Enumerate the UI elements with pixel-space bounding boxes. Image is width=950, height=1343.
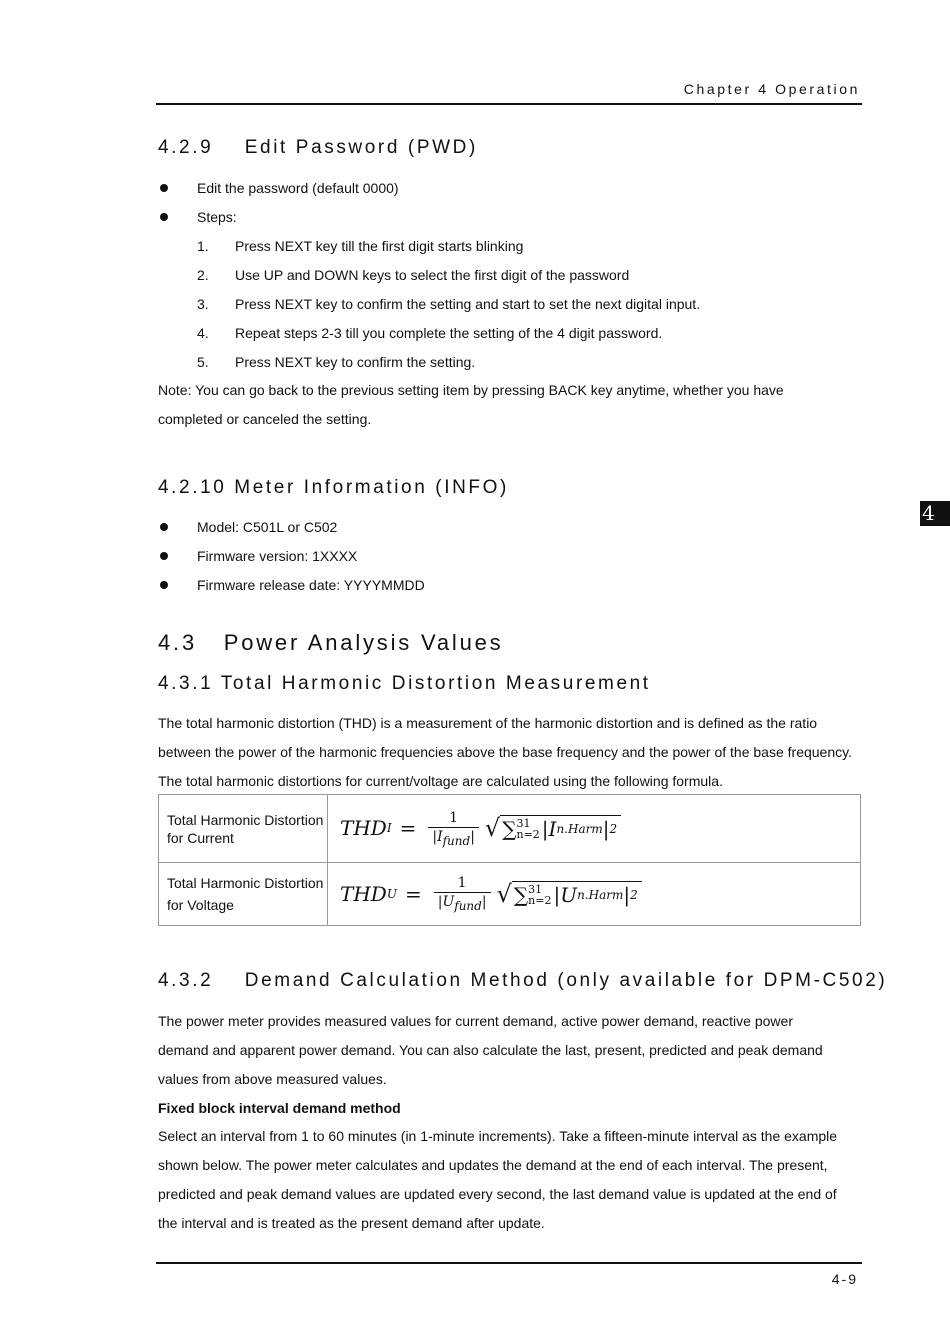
term-symbol: U	[560, 882, 578, 907]
exponent: 2	[609, 822, 618, 837]
term-subscript: n.Harm	[577, 887, 624, 902]
subheading-bold: Fixed block interval demand method	[158, 1100, 401, 1116]
sum-lower: n=2	[516, 828, 540, 842]
sum-upper: 31	[528, 882, 543, 896]
sum-lower: n=2	[528, 893, 552, 907]
note-text: Note: You can go back to the previous setting item by pressing BACK key anytime, whether you have	[158, 382, 784, 398]
fraction	[428, 810, 479, 848]
section-heading-4-3: 4.3 Power Analysis Values	[158, 630, 504, 655]
paragraph-line: predicted and peak demand values are updated every second, the last demand value is updated at the end of	[158, 1186, 837, 1202]
bullet-icon	[160, 184, 168, 192]
section-heading-4-2-9: 4.2.9 Edit Password (PWD)	[158, 137, 478, 158]
term-subscript: n.Harm	[556, 822, 603, 837]
formula-label: Total Harmonic Distortion for Voltage	[159, 863, 328, 926]
paragraph-line: The power meter provides measured values for current demand, active power demand, reactive power	[158, 1013, 793, 1029]
square-root: √ ∑ 31 n=2 | U n.Harm | 2	[497, 880, 642, 908]
equals-sign: =	[399, 816, 417, 841]
step-text: Use UP and DOWN keys to select the first digit of the password	[235, 267, 630, 283]
chapter-tab: 4	[920, 501, 950, 525]
formula-cell	[328, 863, 861, 926]
step-text: Press NEXT key to confirm the setting.	[235, 354, 476, 370]
denominator: $|U_{fund}|$	[434, 892, 491, 913]
exponent: 2	[630, 887, 638, 902]
sigma-icon: ∑	[513, 882, 529, 907]
bullet-icon	[160, 523, 168, 531]
radical-icon: √	[496, 879, 512, 908]
step-text: Press NEXT key till the first digit starts blinking	[235, 238, 524, 254]
step-number: 1.	[197, 238, 209, 254]
paragraph-line: shown below. The power meter calculates and updates the demand at the end of each interval. The present,	[158, 1157, 828, 1173]
numerator: 1	[457, 875, 467, 892]
chapter-tab-underline	[920, 525, 950, 526]
bullet-text: Firmware version: 1XXXX	[197, 548, 358, 564]
thd-symbol: THD	[340, 816, 387, 841]
step-text: Press NEXT key to confirm the setting and start to set the next digital input.	[235, 296, 701, 312]
paragraph-line: between the power of the harmonic frequencies above the base frequency and the power of the base frequency.	[158, 744, 852, 760]
radical-icon: √	[484, 814, 501, 843]
section-heading-4-3-2: 4.3.2 Demand Calculation Method (only available for DPM-C502)	[158, 970, 888, 991]
sum-upper: 31	[516, 817, 531, 831]
denominator: $|I_{fund}|$	[428, 827, 479, 848]
paragraph-line: demand and apparent power demand. You can also calculate the last, present, predicted and peak demand	[158, 1042, 823, 1058]
footer-rule	[156, 1262, 862, 1264]
bullet-icon	[160, 213, 168, 221]
thd-voltage-formula	[328, 875, 860, 913]
step-text: Repeat steps 2-3 till you complete the setting of the 4 digit password.	[235, 325, 663, 341]
step-number: 3.	[197, 296, 209, 312]
thd-current-formula	[328, 810, 860, 848]
formula-label: Total Harmonic Distortion for Current	[159, 795, 328, 863]
bullet-text: Firmware release date: YYYYMMDD	[197, 577, 425, 593]
paragraph-line: values from above measured values.	[158, 1071, 387, 1087]
paragraph-line: The total harmonic distortions for current/voltage are calculated using the following formula.	[158, 773, 723, 789]
bullet-text: Edit the password (default 0000)	[197, 180, 399, 196]
thd-subscript: U	[386, 886, 397, 901]
term-symbol: I	[548, 817, 557, 842]
thd-symbol: THD	[340, 881, 387, 906]
bullet-icon	[160, 552, 168, 560]
header-rule	[156, 103, 862, 105]
sigma-icon: ∑	[502, 817, 517, 842]
step-number: 2.	[197, 267, 209, 283]
fraction	[434, 875, 491, 913]
paragraph-line: The total harmonic distortion (THD) is a measurement of the harmonic distortion and is defined as the ratio	[158, 715, 818, 731]
formula-cell	[328, 795, 861, 863]
page-number: 4-9	[831, 1271, 858, 1287]
bullet-text: Steps:	[197, 209, 237, 225]
table-row	[159, 795, 861, 863]
numerator: 1	[449, 809, 459, 826]
equals-sign: =	[404, 881, 422, 906]
section-heading-4-2-10: 4.2.10 Meter Information (INFO)	[158, 477, 509, 498]
bullet-icon	[160, 581, 168, 589]
square-root: √ ∑ 31 n=2 | I n.Harm | 2	[485, 814, 621, 842]
paragraph-line: Select an interval from 1 to 60 minutes (in 1-minute increments). Take a fifteen-minute interval as the example	[158, 1128, 838, 1144]
step-number: 5.	[197, 354, 209, 370]
section-heading-4-3-1: 4.3.1 Total Harmonic Distortion Measurement	[158, 673, 651, 694]
bullet-text: Model: C501L or C502	[197, 519, 338, 535]
thd-formula-table	[158, 794, 861, 926]
paragraph-line: the interval and is treated as the present demand after update.	[158, 1215, 545, 1231]
table-row	[159, 863, 861, 926]
note-text: completed or canceled the setting.	[158, 411, 372, 427]
step-number: 4.	[197, 325, 209, 341]
running-header: Chapter 4 Operation	[683, 81, 860, 97]
thd-subscript: I	[386, 821, 392, 836]
